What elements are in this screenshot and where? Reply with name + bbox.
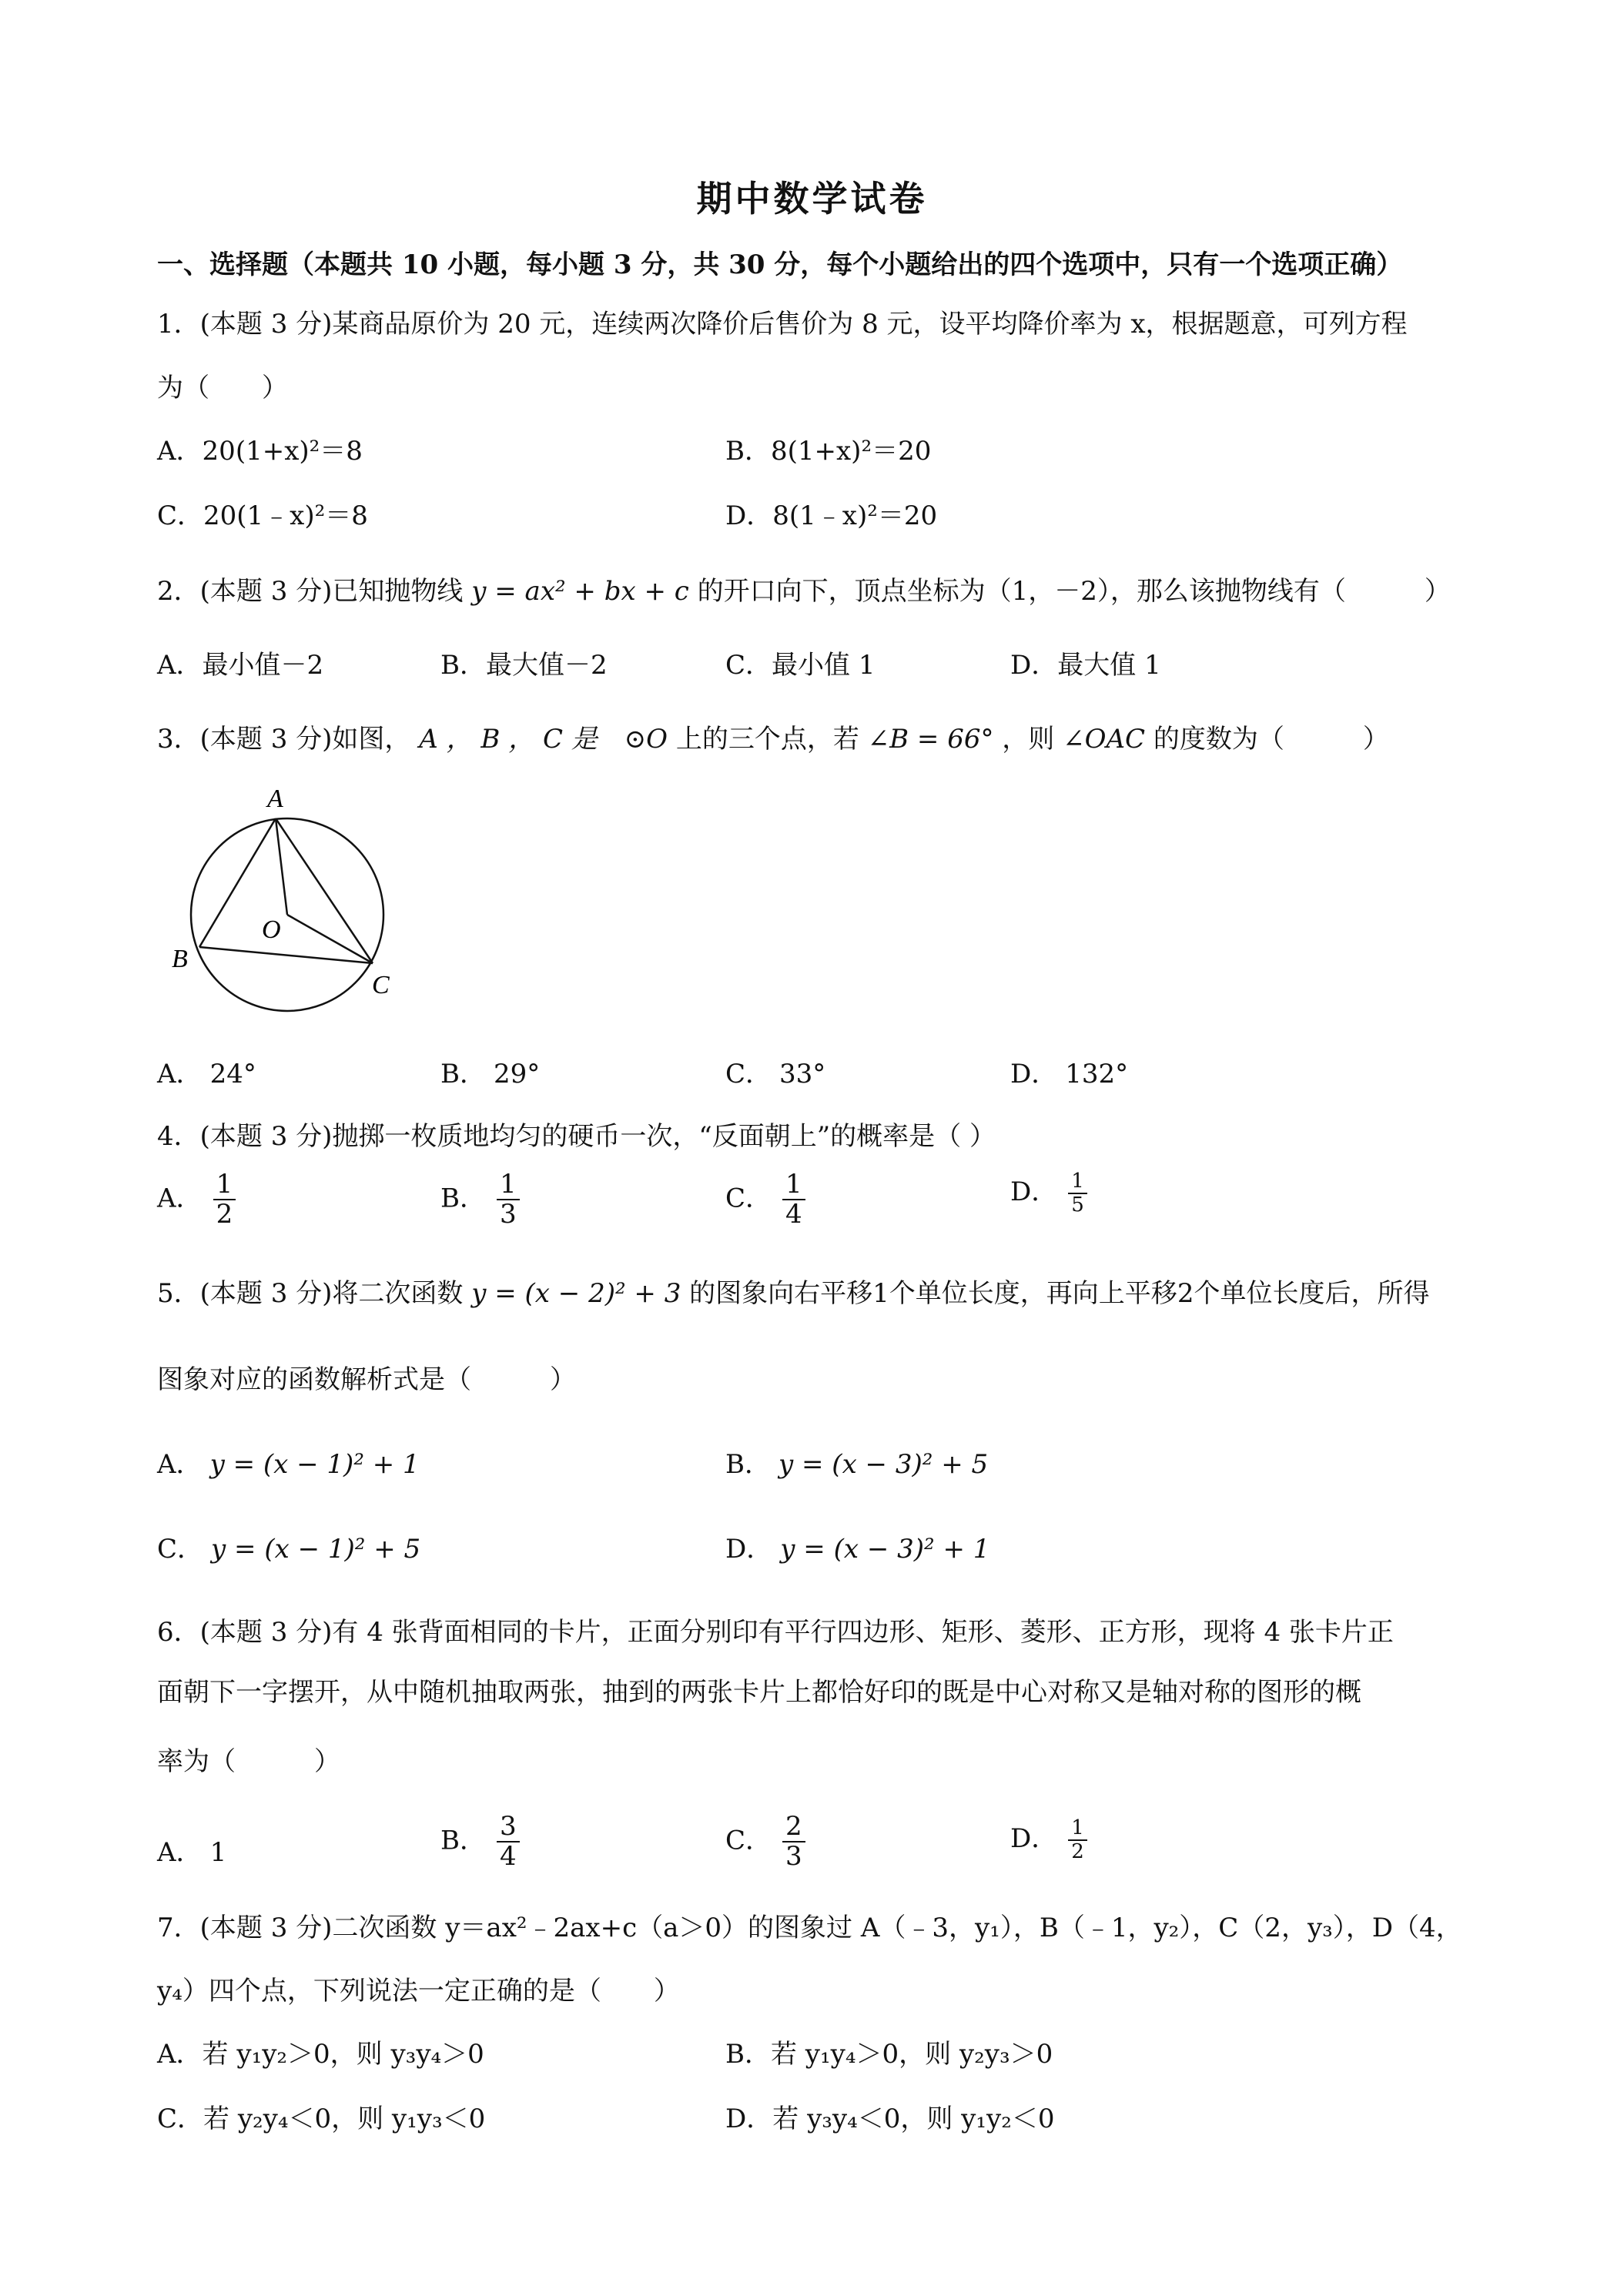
q6-option-d: D． $\frac{1}{2}$ bbox=[1010, 1817, 1087, 1863]
q5-option-b: B． y = (x − 3)² + 5 bbox=[725, 1449, 989, 1480]
q6-line1: 6．(本题 3 分)有 4 张背面相同的卡片，正面分别印有平行四边形、矩形、菱形、正方形，现将 4 张卡片正 bbox=[157, 1617, 1394, 1648]
q3-prefix: 3．(本题 3 分)如图， bbox=[157, 724, 411, 755]
q7-option-d: D．若 y₃y₄＜0，则 y₁y₂＜0 bbox=[725, 2104, 1055, 2134]
q7-option-a: A．若 y₁y₂＞0，则 y₃y₄＞0 bbox=[157, 2039, 484, 2070]
q3-points: A ， B ， C 是 bbox=[419, 724, 598, 755]
circle-figure bbox=[166, 784, 458, 1015]
q2-option-a: A．最小值－2 bbox=[157, 650, 324, 681]
q7-option-b: B．若 y₁y₄＞0，则 y₂y₃＞0 bbox=[725, 2039, 1053, 2070]
q3-option-d: D． 132° bbox=[1010, 1059, 1129, 1089]
segment-ac bbox=[276, 818, 373, 963]
q6-line3: 率为（ ） bbox=[157, 1746, 340, 1777]
label-o: O bbox=[262, 915, 281, 944]
q5-formula: y = (x − 2)² + 3 bbox=[471, 1278, 681, 1309]
q5-option-d: D． y = (x − 3)² + 1 bbox=[725, 1534, 990, 1565]
q1-option-d: D．8(1﹣x)²＝20 bbox=[725, 500, 938, 531]
q6-option-a: A． 1 bbox=[157, 1837, 227, 1868]
label-b: B bbox=[172, 945, 188, 973]
q5-option-a: A． y = (x − 1)² + 1 bbox=[157, 1449, 420, 1480]
q3-option-c: C． 33° bbox=[725, 1059, 826, 1089]
q3-target: ∠OAC bbox=[1063, 724, 1146, 755]
q2-line bbox=[157, 570, 1451, 607]
q3-circle-o: O bbox=[646, 724, 668, 755]
q2-formula: y = ax² + bx + c bbox=[471, 576, 689, 607]
q2-suffix: 的开口向下，顶点坐标为（1，－2），那么该抛物线有（ ） bbox=[697, 576, 1451, 607]
q4-option-b: B． $\frac{1}{3}$ bbox=[440, 1170, 520, 1230]
q3-option-a: A． 24° bbox=[157, 1059, 256, 1089]
q2-prefix: 2．(本题 3 分)已知抛物线 bbox=[157, 576, 464, 607]
q6-option-b: B． $\frac{3}{4}$ bbox=[440, 1812, 520, 1872]
q3-end: 的度数为（ ） bbox=[1153, 724, 1389, 755]
q3-option-b: B． 29° bbox=[440, 1059, 541, 1089]
q7-line2: y₄）四个点，下列说法一定正确的是（ ） bbox=[157, 1976, 680, 2006]
q1-option-a: A．20(1+x)²＝8 bbox=[157, 436, 363, 467]
q1-line2: 为（ ） bbox=[157, 373, 288, 403]
q4-option-d: D． $\frac{1}{5}$ bbox=[1010, 1170, 1087, 1217]
q5-line2: 图象对应的函数解析式是（ ） bbox=[157, 1364, 576, 1395]
q1-option-b: B．8(1+x)²＝20 bbox=[725, 436, 932, 467]
q5-line1: 5．(本题 3 分)将二次函数 y = (x − 2)² + 3 的图象向右平移1个单位长度，再向上平移2个单位长度后，所得 bbox=[157, 1278, 1430, 1309]
q4-option-a: A． $\frac{1}{2}$ bbox=[157, 1170, 236, 1230]
page-title: 期中数学试卷 bbox=[696, 178, 928, 219]
q7-line1: 7．(本题 3 分)二次函数 y＝ax²﹣2ax+c（a＞0）的图象过 A（﹣3，y₁），B（﹣1，y₂），C（2，y₃），D（4， bbox=[157, 1913, 1462, 1943]
section-heading: 一、选择题（本题共 10 小题，每小题 3 分，共 30 分，每个小题给出的四个选项中，只有一个选项正确） bbox=[157, 249, 1403, 280]
q5-option-c: C． y = (x − 1)² + 5 bbox=[157, 1534, 421, 1565]
label-c: C bbox=[372, 971, 390, 999]
q3-mid: 上的三个点，若 bbox=[675, 724, 859, 755]
q7-option-c: C．若 y₂y₄＜0，则 y₁y₃＜0 bbox=[157, 2104, 486, 2134]
q1-line1: 1．(本题 3 分)某商品原价为 20 元，连续两次降价后售价为 8 元，设平均降价率为 x，根据题意，可列方程 bbox=[157, 309, 1408, 340]
q3-line: 3．(本题 3 分)如图， A ， B ， C 是 ⊙O 上的三个点，若 ∠B = 66° ，则 ∠OAC 的度数为（ ） bbox=[157, 724, 1389, 755]
q6-option-c: C． $\frac{2}{3}$ bbox=[725, 1812, 805, 1872]
q3-tail: ，则 bbox=[1002, 724, 1055, 755]
label-a: A bbox=[267, 785, 283, 813]
q2-option-b: B．最大值－2 bbox=[440, 650, 608, 681]
q4-option-c: C． $\frac{1}{4}$ bbox=[725, 1170, 805, 1230]
q4-line: 4．(本题 3 分)抛掷一枚质地均匀的硬币一次，“反面朝上”的概率是（ ） bbox=[157, 1121, 996, 1152]
q6-line2: 面朝下一字摆开，从中随机抽取两张，抽到的两张卡片上都恰好印的既是中心对称又是轴对称的图形的概 bbox=[157, 1677, 1361, 1708]
q2-option-c: C．最小值 1 bbox=[725, 650, 876, 681]
q2-option-d: D．最大值 1 bbox=[1010, 650, 1161, 681]
q3-angle: ∠B = 66° bbox=[867, 724, 994, 755]
q1-option-c: C．20(1﹣x)²＝8 bbox=[157, 500, 368, 531]
